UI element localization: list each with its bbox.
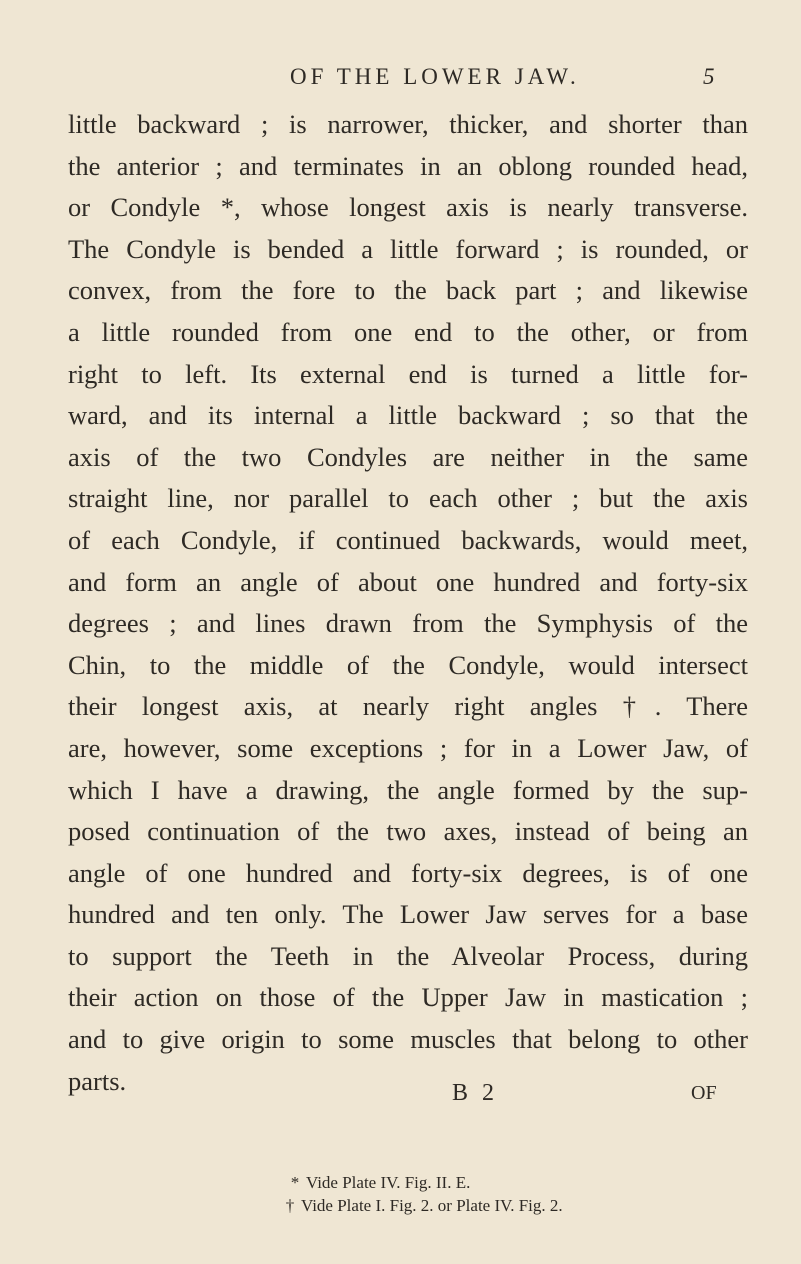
text-line: axis of the two Condyles are neither in the same xyxy=(68,441,748,472)
catchline xyxy=(0,1080,801,1114)
footnote-mark: * xyxy=(290,1173,300,1192)
text-line: degrees ; and lines drawn from the Symphysis of the xyxy=(68,608,748,639)
text-line: convex, from the fore to the back part ; and likewise xyxy=(68,275,748,306)
text-line: posed continuation of the two axes, instead of being an xyxy=(68,816,748,847)
text-line: which I have a drawing, the angle formed by the sup- xyxy=(68,774,748,805)
text-line: Chin, to the middle of the Condyle, would intersect xyxy=(68,649,748,680)
text-line: to support the Teeth in the Alveolar Process, during xyxy=(68,940,748,971)
text-line: right to left. Its external end is turned a little for- xyxy=(68,358,748,389)
text-line: the anterior ; and terminates in an oblong rounded head, xyxy=(68,150,748,181)
body-text xyxy=(68,104,748,1102)
text-line: and form an angle of about one hundred and forty-six xyxy=(68,566,748,597)
text-line: The Condyle is bended a little forward ; is rounded, or xyxy=(68,233,748,264)
text-line: or Condyle *, whose longest axis is nearly transverse. xyxy=(68,192,748,223)
text-line: angle of one hundred and forty-six degrees, is of one xyxy=(68,857,748,888)
text-line: hundred and ten only. The Lower Jaw serves for a base xyxy=(68,899,748,930)
text-line: of each Condyle, if continued backwards, would meet, xyxy=(68,524,748,555)
text-line: and to give origin to some muscles that belong to other xyxy=(68,1024,748,1055)
footnote xyxy=(283,1193,563,1219)
text-line: ward, and its internal a little backward ; so that the xyxy=(68,400,748,431)
catchword: OF xyxy=(691,1082,717,1104)
footnote-text: Vide Plate IV. Fig. II. E. xyxy=(305,1173,471,1192)
text-line: parts. xyxy=(68,1065,127,1096)
text-line: a little rounded from one end to the other, or from xyxy=(68,316,748,347)
text-line: their action on those of the Upper Jaw in mastication ; xyxy=(68,982,748,1013)
footnote-mark: † xyxy=(285,1196,295,1215)
text-line: little backward ; is narrower, thicker, and shorter than xyxy=(68,109,748,139)
text-line: straight line, nor parallel to each other ; but the axis xyxy=(68,483,748,514)
text-line: are, however, some exceptions ; for in a Lower Jaw, of xyxy=(68,732,748,763)
signature-mark: B 2 xyxy=(452,1080,499,1106)
page-number: 5 xyxy=(703,64,715,89)
running-head xyxy=(0,64,801,94)
footnote-text: Vide Plate I. Fig. 2. or Plate IV. Fig. 2. xyxy=(300,1196,563,1215)
running-title: OF THE LOWER JAW. xyxy=(290,64,580,89)
text-line: their longest axis, at nearly right angles †. There xyxy=(68,691,748,722)
